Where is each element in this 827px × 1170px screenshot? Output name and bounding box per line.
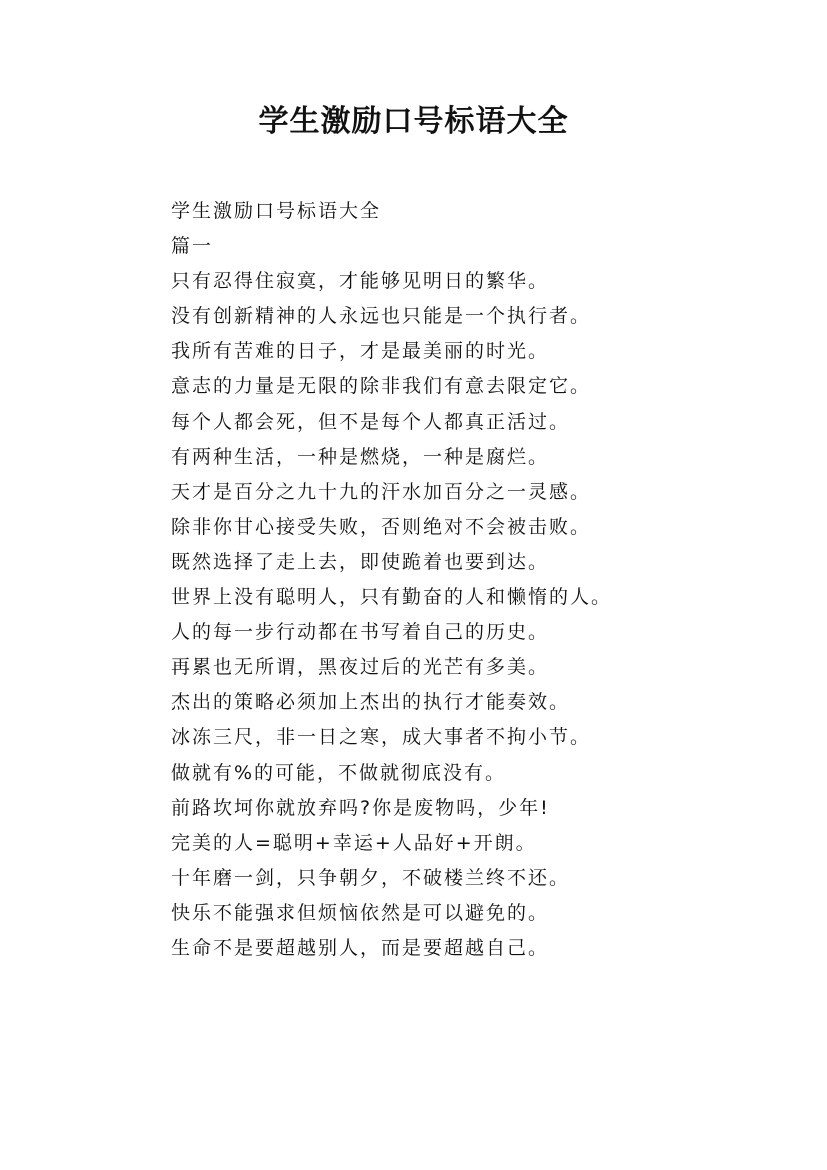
slogan-line: 杰出的策略必须加上杰出的执行才能奏效。 xyxy=(171,691,571,714)
slogan-line: 人的每一步行动都在书写着自己的历史。 xyxy=(171,621,550,644)
slogan-line: 我所有苦难的日子，才是最美丽的时光。 xyxy=(171,340,550,363)
slogan-line: 除非你甘心接受失败，否则绝对不会被击败。 xyxy=(171,515,592,538)
slogan-line: 再累也无所谓，黑夜过后的光芒有多美。 xyxy=(171,656,550,679)
slogan-line: 既然选择了走上去，即使跪着也要到达。 xyxy=(171,550,550,573)
slogan-line: 做就有%的可能，不做就彻底没有。 xyxy=(171,761,507,784)
slogan-line: 世界上没有聪明人，只有勤奋的人和懒惰的人。 xyxy=(171,586,613,609)
slogan-line: 生命不是要超越别人，而是要超越自己。 xyxy=(171,936,550,959)
slogan-line: 有两种生活，一种是燃烧，一种是腐烂。 xyxy=(171,445,550,468)
slogan-line: 每个人都会死，但不是每个人都真正活过。 xyxy=(171,410,571,433)
slogan-line: 天才是百分之九十九的汗水加百分之一灵感。 xyxy=(171,480,592,503)
document-body xyxy=(171,194,811,966)
slogan-line: 快乐不能强求但烦恼依然是可以避免的。 xyxy=(171,901,550,924)
slogan-line: 冰冻三尺，非一日之寒，成大事者不拘小节。 xyxy=(171,726,592,749)
slogan-line: 没有创新精神的人永远也只能是一个执行者。 xyxy=(171,305,592,328)
slogan-line: 完美的人=聪明+幸运+人品好+开朗。 xyxy=(171,831,537,854)
body-line-subtitle: 学生激励口号标语大全 xyxy=(171,200,382,222)
slogan-line: 十年磨一剑，只争朝夕，不破楼兰终不还。 xyxy=(171,866,571,889)
slogan-line: 前路坎坷你就放弃吗?你是废物吗，少年! xyxy=(171,796,550,819)
slogan-line: 只有忍得住寂寞，才能够见明日的繁华。 xyxy=(171,270,550,293)
body-line-section-heading: 篇一 xyxy=(171,235,214,258)
slogan-line: 意志的力量是无限的除非我们有意去限定它。 xyxy=(171,375,592,398)
document-title: 学生激励口号标语大全 xyxy=(258,104,569,139)
